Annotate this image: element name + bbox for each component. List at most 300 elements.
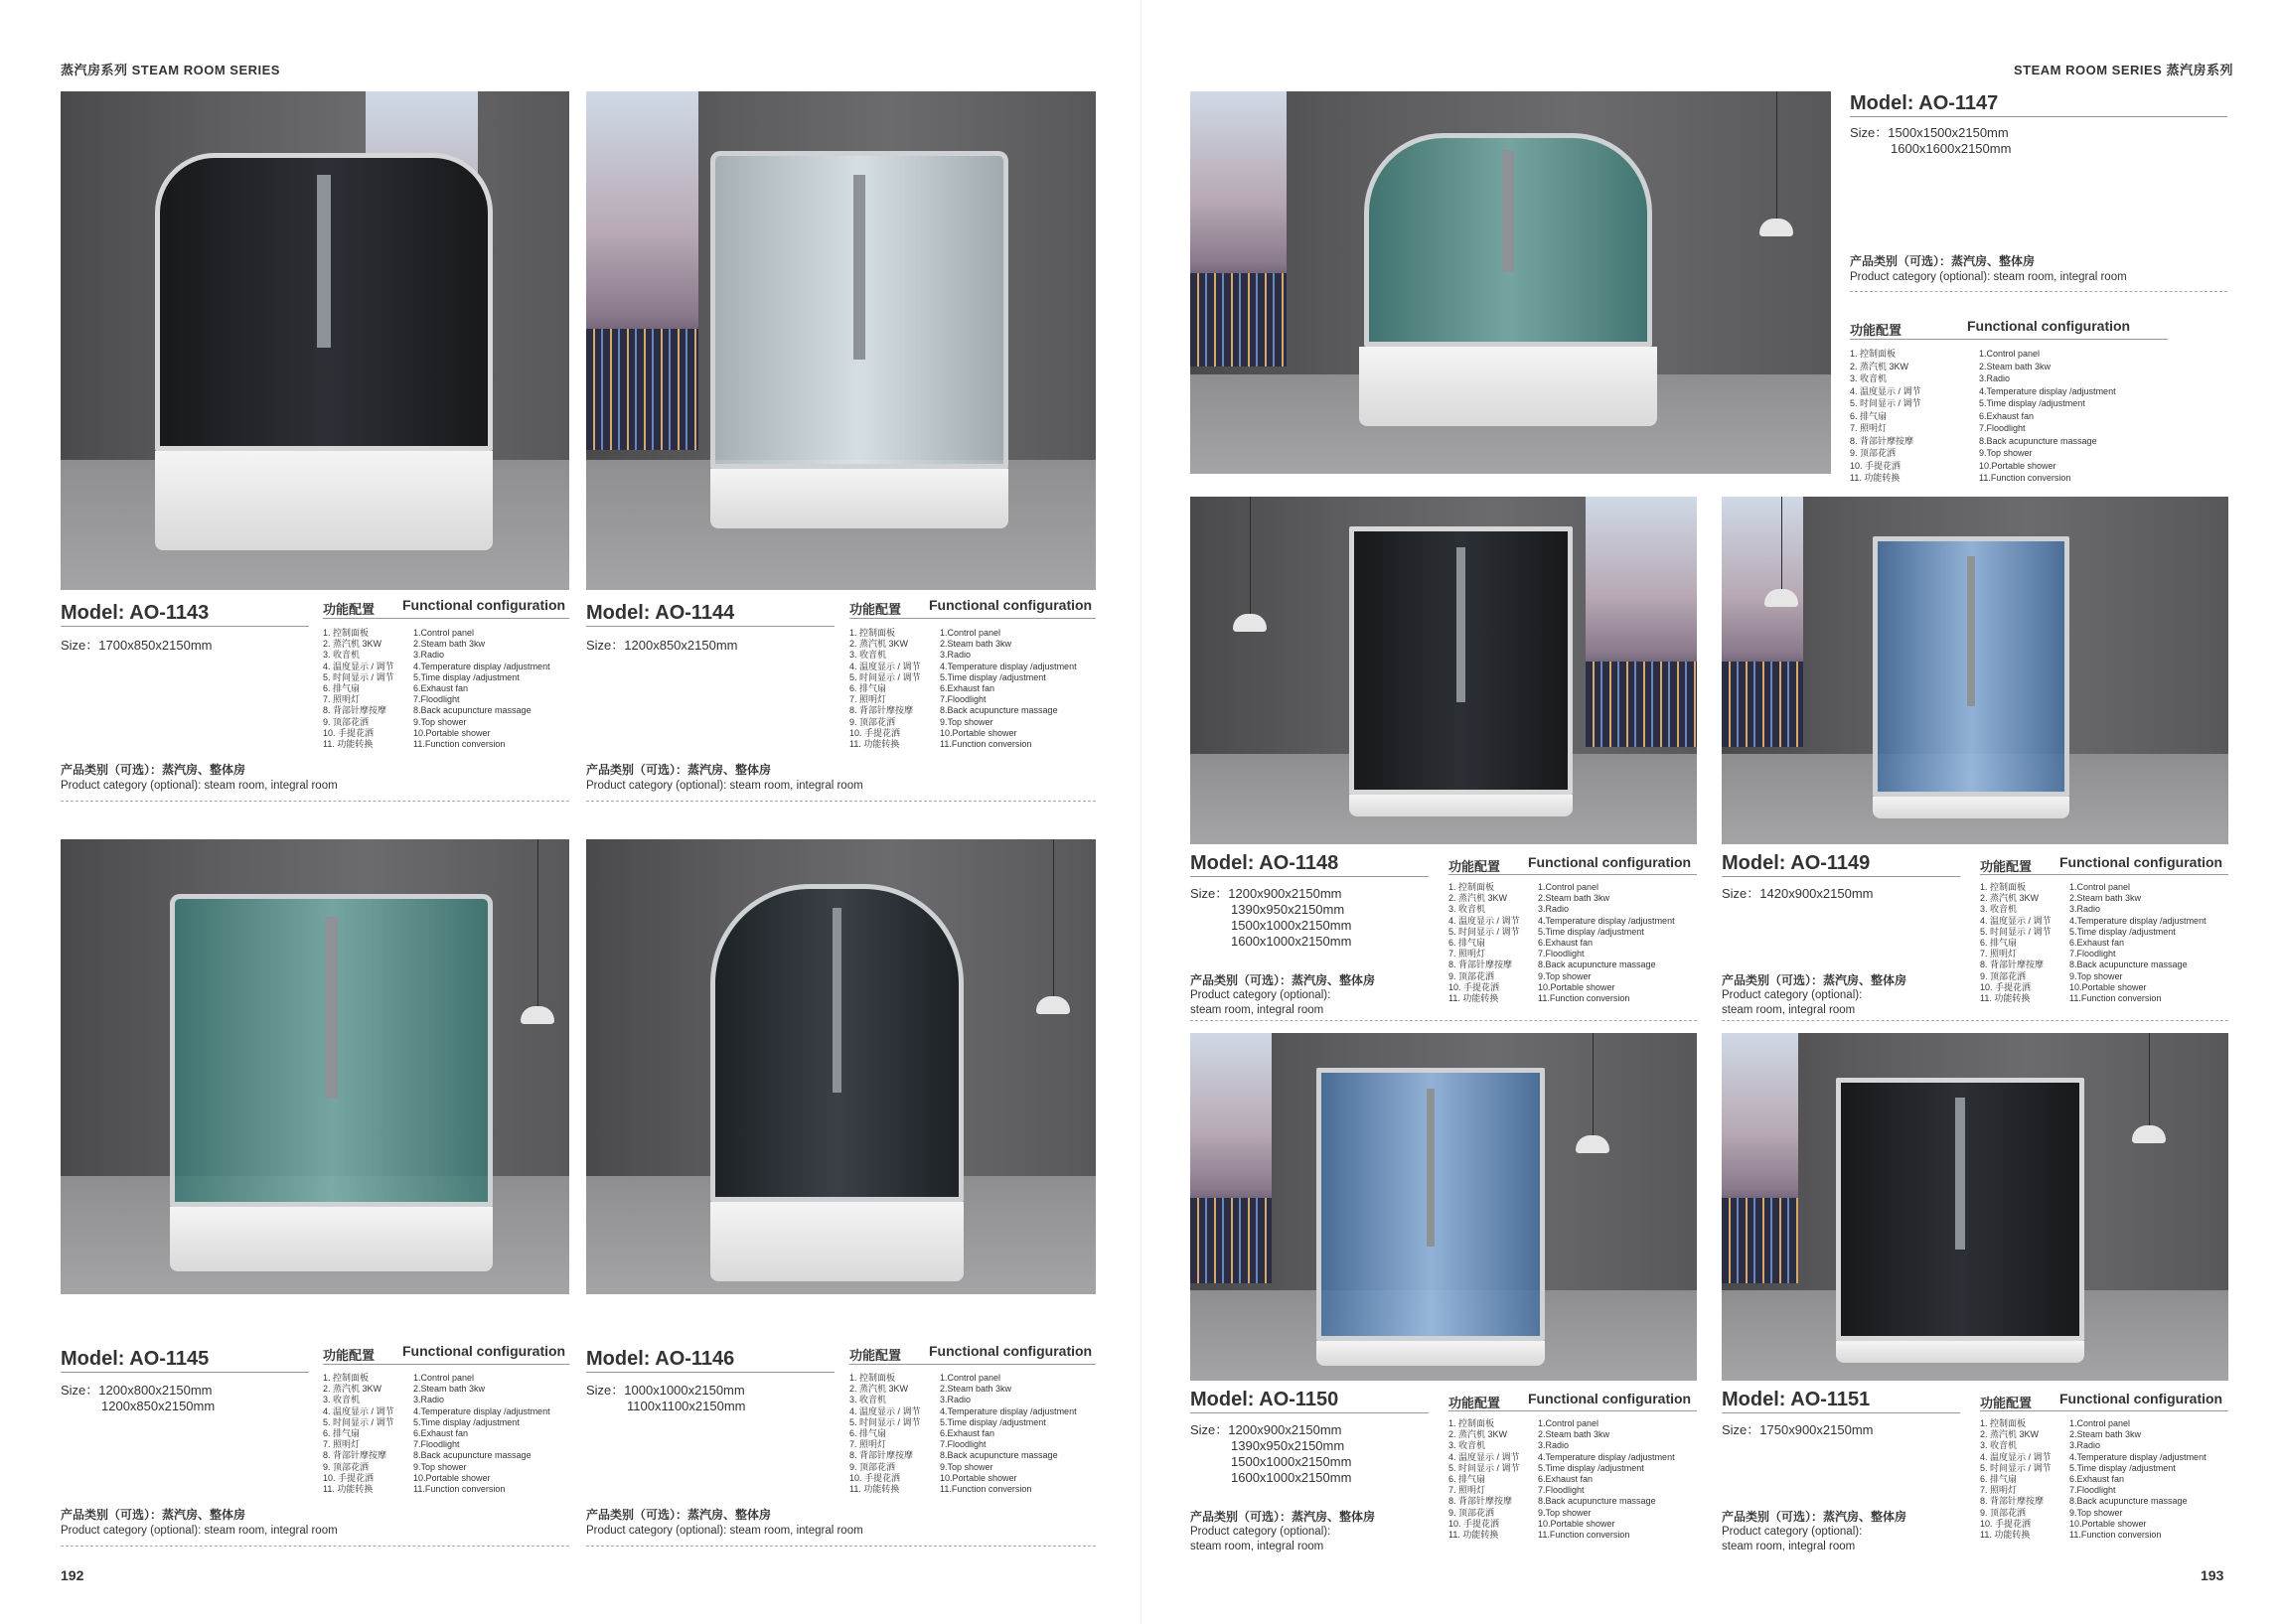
size-label: Size：: [1850, 125, 1889, 140]
category-cn: 产品类别（可选）：蒸汽房、整体房: [1850, 254, 2036, 268]
feature-cn: 8. 背部针摩按摩: [1850, 435, 1914, 446]
feature-en: 9.Top shower: [940, 1461, 993, 1472]
feature-en: 9.Top shower: [413, 716, 467, 727]
size-ao-1149: [1722, 886, 1874, 902]
category-cn: 产品类别（可选）：蒸汽房、整体房: [586, 1508, 772, 1522]
feature-en: 3.Radio: [1538, 904, 1570, 915]
feature-cn: 4. 温度显示 / 调节: [1448, 915, 1520, 926]
section-divider: [586, 1546, 1096, 1547]
feature-cn: 4. 温度显示 / 调节: [849, 1405, 921, 1416]
config-underline: [849, 618, 1096, 619]
feature-cn: 9. 顶部花洒: [1850, 448, 1897, 458]
size-ao-1147: [1850, 125, 2011, 157]
size-label: Size：: [1722, 1422, 1760, 1437]
photo-ao-1148: [1190, 497, 1697, 844]
photo-ao-1150: [1190, 1033, 1697, 1381]
header-left: 蒸汽房系列 STEAM ROOM SERIES: [61, 63, 280, 77]
feature-en: 1.Control panel: [413, 628, 475, 638]
feature-cn: 11. 功能转换: [1448, 993, 1499, 1004]
feature-cn: 3. 收音机: [323, 1395, 361, 1405]
feature-en: 4.Temperature display /adjustment: [940, 661, 1077, 671]
category-en-line: Product category (optional):: [1722, 989, 1863, 1001]
feature-cn: 3. 收音机: [1980, 904, 2018, 915]
feature-en: 1.Control panel: [1538, 1418, 1599, 1428]
model-underline: [586, 1372, 835, 1373]
feature-cn: 7. 照明灯: [1850, 423, 1888, 433]
feature-en: 2.Steam bath 3kw: [413, 1384, 486, 1395]
size-label: Size：: [1190, 886, 1229, 901]
config-underline: [849, 1364, 1096, 1365]
feature-cn: 5. 时间显示 / 调节: [323, 671, 394, 682]
feature-en: 8.Back acupuncture massage: [2069, 960, 2188, 970]
config-underline: [323, 618, 569, 619]
feature-en: 8.Back acupuncture massage: [940, 1450, 1058, 1461]
feature-cn: 7. 照明灯: [849, 1439, 887, 1450]
config-underline: [1448, 874, 1697, 875]
feature-cn: 1. 控制面板: [1448, 882, 1495, 892]
features-en-list: [2069, 882, 2206, 1004]
config-title-cn: 功能配置: [849, 1348, 902, 1363]
feature-en: 4.Temperature display /adjustment: [413, 1405, 550, 1416]
feature-en: 5.Time display /adjustment: [940, 671, 1046, 682]
feature-cn: 2. 蒸汽机 3KW: [1850, 361, 1909, 371]
feature-cn: 1. 控制面板: [1980, 882, 2027, 892]
feature-cn: 11. 功能转换: [323, 739, 374, 750]
feature-cn: 6. 排气扇: [1980, 1474, 2018, 1485]
section-divider: [1190, 1020, 1697, 1021]
header-right: STEAM ROOM SERIES 蒸汽房系列: [2014, 63, 2233, 77]
config-title-cn: 功能配置: [1980, 1396, 2033, 1410]
features-cn-list: [1980, 1418, 2052, 1541]
feature-cn: 9. 顶部花洒: [849, 1461, 896, 1472]
size-label: Size：: [61, 1383, 99, 1398]
feature-cn: 9. 顶部花洒: [323, 1461, 370, 1472]
size-label: Size：: [61, 638, 99, 653]
feature-cn: 11. 功能转换: [1980, 993, 2031, 1004]
model-underline: [61, 1372, 309, 1373]
feature-cn: 9. 顶部花洒: [1448, 1507, 1495, 1518]
feature-en: 3.Radio: [940, 1395, 972, 1405]
feature-cn: 1. 控制面板: [849, 1373, 896, 1383]
feature-cn: 7. 照明灯: [323, 1439, 361, 1450]
category-en: Product category (optional): steam room, integral room: [61, 1525, 338, 1537]
feature-cn: 2. 蒸汽机 3KW: [1448, 1429, 1508, 1440]
feature-cn: 11. 功能转换: [323, 1484, 374, 1495]
feature-en: 2.Steam bath 3kw: [2069, 893, 2142, 904]
size-value: 1200x850x2150mm: [624, 638, 738, 653]
section-divider: [586, 801, 1096, 802]
feature-en: 3.Radio: [1979, 373, 2011, 383]
size-ao-1143: [61, 638, 213, 654]
feature-cn: 7. 照明灯: [1448, 949, 1486, 960]
size-ao-1150: [1190, 1422, 1351, 1486]
config-underline: [1980, 1410, 2228, 1411]
category-cn: 产品类别（可选）：蒸汽房、整体房: [1722, 973, 1907, 987]
feature-cn: 5. 时间显示 / 调节: [849, 671, 921, 682]
feature-en: 1.Control panel: [1979, 349, 2041, 359]
size-value: 1600x1600x2150mm: [1891, 141, 2012, 156]
feature-en: 10.Portable shower: [940, 727, 1017, 738]
feature-cn: 5. 时间显示 / 调节: [1448, 1462, 1520, 1473]
feature-cn: 2. 蒸汽机 3KW: [323, 639, 382, 650]
feature-en: 9.Top shower: [2069, 970, 2123, 981]
feature-cn: 6. 排气扇: [1850, 410, 1888, 421]
feature-cn: 1. 控制面板: [323, 628, 370, 638]
category-en: Product category (optional): steam room, integral room: [586, 780, 863, 792]
feature-en: 2.Steam bath 3kw: [2069, 1429, 2142, 1440]
feature-en: 6.Exhaust fan: [1979, 410, 2035, 421]
feature-cn: 10. 手提花洒: [323, 1472, 375, 1483]
feature-en: 1.Control panel: [2069, 1418, 2131, 1428]
feature-en: 10.Portable shower: [940, 1472, 1017, 1483]
feature-en: 6.Exhaust fan: [413, 1428, 469, 1439]
feature-cn: 10. 手提花洒: [1980, 981, 2032, 992]
feature-en: 6.Exhaust fan: [940, 1428, 995, 1439]
model-underline: [61, 626, 309, 627]
feature-cn: 2. 蒸汽机 3KW: [849, 1384, 909, 1395]
feature-cn: 1. 控制面板: [1850, 349, 1897, 359]
feature-en: 6.Exhaust fan: [2069, 938, 2125, 949]
feature-cn: 3. 收音机: [849, 1395, 887, 1405]
feature-cn: 2. 蒸汽机 3KW: [323, 1384, 382, 1395]
category-en: Product category (optional): steam room, integral room: [61, 780, 338, 792]
size-value: 1390x950x2150mm: [1231, 902, 1345, 917]
config-underline: [1850, 339, 2168, 340]
size-value: 1500x1500x2150mm: [1888, 125, 2009, 140]
feature-en: 4.Temperature display /adjustment: [1979, 385, 2116, 396]
features-cn-list: [1448, 882, 1520, 1004]
size-ao-1148: [1190, 886, 1351, 950]
feature-en: 3.Radio: [413, 1395, 445, 1405]
feature-en: 5.Time display /adjustment: [2069, 926, 2176, 937]
section-divider: [1722, 1020, 2228, 1021]
category-en-line: Product category (optional):: [1722, 1526, 1863, 1538]
feature-cn: 7. 照明灯: [1980, 1485, 2018, 1496]
features-en-list: [2069, 1418, 2206, 1541]
feature-cn: 1. 控制面板: [1980, 1418, 2027, 1428]
category-en-line: Product category (optional):: [1190, 1526, 1331, 1538]
feature-en: 7.Floodlight: [413, 694, 460, 705]
category-en-line: steam room, integral room: [1722, 1004, 1856, 1016]
feature-en: 5.Time display /adjustment: [413, 1416, 520, 1427]
feature-cn: 3. 收音机: [849, 650, 887, 661]
feature-en: 11.Function conversion: [940, 1484, 1032, 1495]
size-value: 1700x850x2150mm: [98, 638, 213, 653]
feature-en: 2.Steam bath 3kw: [1979, 361, 2052, 371]
features-cn-list: [1850, 348, 1921, 485]
category-cn: 产品类别（可选）：蒸汽房、整体房: [1190, 1510, 1376, 1524]
feature-en: 11.Function conversion: [1538, 993, 1630, 1004]
model-ao-1145: Model: AO-1145: [61, 1348, 210, 1370]
feature-cn: 3. 收音机: [1980, 1440, 2018, 1451]
size-ao-1151: [1722, 1422, 1874, 1438]
feature-en: 8.Back acupuncture massage: [1538, 960, 1656, 970]
config-title-cn: 功能配置: [323, 602, 376, 617]
feature-cn: 4. 温度显示 / 调节: [849, 661, 921, 671]
size-ao-1145: [61, 1383, 215, 1414]
feature-en: 4.Temperature display /adjustment: [1538, 1451, 1675, 1462]
config-underline: [1448, 1410, 1697, 1411]
size-label: Size：: [586, 638, 625, 653]
features-cn-list: [323, 628, 394, 750]
feature-cn: 3. 收音机: [1850, 373, 1888, 383]
feature-en: 5.Time display /adjustment: [1979, 398, 2085, 408]
feature-cn: 6. 排气扇: [323, 683, 361, 694]
features-cn-list: [849, 628, 921, 750]
feature-en: 7.Floodlight: [2069, 1485, 2116, 1496]
features-en-list: [940, 1373, 1077, 1495]
feature-en: 6.Exhaust fan: [1538, 1474, 1594, 1485]
feature-en: 5.Time display /adjustment: [2069, 1462, 2176, 1473]
feature-cn: 6. 排气扇: [849, 1428, 887, 1439]
feature-cn: 7. 照明灯: [1980, 949, 2018, 960]
category-cn: 产品类别（可选）：蒸汽房、整体房: [1722, 1510, 1907, 1524]
feature-en: 9.Top shower: [1979, 448, 2033, 458]
feature-cn: 8. 背部针摩按摩: [323, 1450, 387, 1461]
feature-cn: 4. 温度显示 / 调节: [1980, 915, 2052, 926]
feature-en: 9.Top shower: [940, 716, 993, 727]
category-en: [1722, 988, 1862, 1018]
feature-en: 2.Steam bath 3kw: [413, 639, 486, 650]
feature-en: 9.Top shower: [2069, 1507, 2123, 1518]
feature-en: 6.Exhaust fan: [940, 683, 995, 694]
category-cn: 产品类别（可选）：蒸汽房、整体房: [61, 763, 246, 777]
feature-cn: 9. 顶部花洒: [1980, 970, 2027, 981]
feature-cn: 1. 控制面板: [323, 1373, 370, 1383]
size-value: 1100x1100x2150mm: [627, 1399, 746, 1413]
feature-en: 4.Temperature display /adjustment: [940, 1405, 1077, 1416]
features-cn-list: [323, 1373, 394, 1495]
feature-cn: 1. 控制面板: [1448, 1418, 1495, 1428]
photo-ao-1143: [61, 91, 569, 590]
feature-en: 11.Function conversion: [1538, 1530, 1630, 1541]
feature-en: 4.Temperature display /adjustment: [413, 661, 550, 671]
category-en-line: steam room, integral room: [1190, 1004, 1324, 1016]
size-label: Size：: [586, 1383, 625, 1398]
feature-en: 6.Exhaust fan: [2069, 1474, 2125, 1485]
feature-cn: 3. 收音机: [323, 650, 361, 661]
feature-en: 8.Back acupuncture massage: [413, 1450, 532, 1461]
feature-en: 1.Control panel: [413, 1373, 475, 1383]
feature-cn: 2. 蒸汽机 3KW: [1980, 893, 2040, 904]
feature-cn: 10. 手提花洒: [1448, 981, 1500, 992]
feature-cn: 11. 功能转换: [1980, 1530, 2031, 1541]
size-value: 1200x900x2150mm: [1228, 1422, 1342, 1437]
config-title-en: Functional configuration: [1528, 1391, 1692, 1406]
feature-en: 5.Time display /adjustment: [1538, 926, 1644, 937]
feature-cn: 8. 背部针摩按摩: [1980, 960, 2045, 970]
feature-cn: 2. 蒸汽机 3KW: [849, 639, 909, 650]
config-title-en: Functional configuration: [929, 597, 1093, 613]
feature-cn: 2. 蒸汽机 3KW: [1980, 1429, 2040, 1440]
photo-ao-1144: [586, 91, 1096, 590]
config-title-en: Functional configuration: [402, 597, 566, 613]
feature-en: 2.Steam bath 3kw: [1538, 893, 1610, 904]
config-title-en: Functional configuration: [929, 1343, 1093, 1359]
feature-cn: 5. 时间显示 / 调节: [1980, 1462, 2052, 1473]
model-underline: [1722, 1412, 1960, 1413]
size-value: 1600x1000x2150mm: [1231, 1470, 1352, 1485]
size-value: 1500x1000x2150mm: [1231, 918, 1352, 933]
size-label: Size：: [1722, 886, 1760, 901]
feature-en: 7.Floodlight: [940, 694, 987, 705]
feature-cn: 1. 控制面板: [849, 628, 896, 638]
feature-en: 10.Portable shower: [413, 1472, 491, 1483]
feature-en: 1.Control panel: [940, 1373, 1001, 1383]
feature-cn: 5. 时间显示 / 调节: [1850, 398, 1921, 408]
category-cn: 产品类别（可选）：蒸汽房、整体房: [61, 1508, 246, 1522]
model-underline: [1722, 876, 1960, 877]
model-ao-1146: Model: AO-1146: [586, 1348, 735, 1370]
feature-en: 3.Radio: [413, 650, 445, 661]
features-en-list: [413, 628, 550, 750]
size-ao-1146: [586, 1383, 746, 1414]
category-cn: 产品类别（可选）：蒸汽房、整体房: [1190, 973, 1376, 987]
feature-en: 2.Steam bath 3kw: [940, 639, 1012, 650]
feature-cn: 5. 时间显示 / 调节: [1980, 926, 2052, 937]
model-ao-1143: Model: AO-1143: [61, 602, 210, 624]
feature-cn: 10. 手提花洒: [1850, 460, 1902, 471]
feature-cn: 9. 顶部花洒: [323, 716, 370, 727]
feature-cn: 6. 排气扇: [1980, 938, 2018, 949]
feature-cn: 10. 手提花洒: [1448, 1518, 1500, 1529]
model-ao-1151: Model: AO-1151: [1722, 1389, 1871, 1410]
feature-en: 4.Temperature display /adjustment: [1538, 915, 1675, 926]
size-value: 1600x1000x2150mm: [1231, 934, 1352, 949]
feature-en: 5.Time display /adjustment: [940, 1416, 1046, 1427]
feature-cn: 10. 手提花洒: [323, 727, 375, 738]
category-en: Product category (optional): steam room, integral room: [1850, 271, 2127, 283]
photo-ao-1151: [1722, 1033, 2228, 1381]
feature-en: 1.Control panel: [940, 628, 1001, 638]
feature-cn: 11. 功能转换: [1850, 473, 1901, 483]
size-value: 1500x1000x2150mm: [1231, 1454, 1352, 1469]
features-cn-list: [849, 1373, 921, 1495]
category-en-line: Product category (optional):: [1190, 989, 1331, 1001]
config-underline: [1980, 874, 2228, 875]
size-ao-1144: [586, 638, 738, 654]
feature-cn: 5. 时间显示 / 调节: [849, 1416, 921, 1427]
feature-cn: 10. 手提花洒: [849, 1472, 901, 1483]
feature-en: 7.Floodlight: [413, 1439, 460, 1450]
model-underline: [586, 626, 835, 627]
feature-en: 9.Top shower: [1538, 1507, 1592, 1518]
feature-cn: 10. 手提花洒: [849, 727, 901, 738]
feature-cn: 4. 温度显示 / 调节: [1850, 385, 1921, 396]
feature-en: 10.Portable shower: [2069, 981, 2147, 992]
feature-cn: 8. 背部针摩按摩: [1448, 960, 1513, 970]
model-ao-1144: Model: AO-1144: [586, 602, 735, 624]
photo-ao-1147: [1190, 91, 1831, 474]
feature-cn: 4. 温度显示 / 调节: [323, 661, 394, 671]
photo-ao-1149: [1722, 497, 2228, 844]
category-en-line: steam room, integral room: [1190, 1541, 1324, 1552]
config-title-cn: 功能配置: [849, 602, 902, 617]
feature-en: 8.Back acupuncture massage: [2069, 1496, 2188, 1507]
page-number-left: 192: [61, 1567, 84, 1583]
feature-en: 5.Time display /adjustment: [1538, 1462, 1644, 1473]
feature-en: 4.Temperature display /adjustment: [2069, 1451, 2206, 1462]
feature-cn: 10. 手提花洒: [1980, 1518, 2032, 1529]
feature-en: 3.Radio: [2069, 1440, 2101, 1451]
feature-cn: 6. 排气扇: [1448, 938, 1486, 949]
feature-en: 3.Radio: [2069, 904, 2101, 915]
feature-en: 2.Steam bath 3kw: [1538, 1429, 1610, 1440]
feature-en: 3.Radio: [940, 650, 972, 661]
size-value: 1200x900x2150mm: [1228, 886, 1342, 901]
size-label: Size：: [1190, 1422, 1229, 1437]
config-title-cn: 功能配置: [323, 1348, 376, 1363]
model-underline: [1850, 116, 2227, 117]
feature-en: 10.Portable shower: [1979, 460, 2056, 471]
model-underline: [1190, 1412, 1429, 1413]
category-en: [1722, 1525, 1862, 1554]
feature-cn: 3. 收音机: [1448, 1440, 1486, 1451]
feature-cn: 8. 背部针摩按摩: [1980, 1496, 2045, 1507]
feature-cn: 4. 温度显示 / 调节: [323, 1405, 394, 1416]
config-title-en: Functional configuration: [2059, 1391, 2223, 1406]
size-value: 1420x900x2150mm: [1759, 886, 1874, 901]
section-divider: [61, 801, 569, 802]
config-underline: [323, 1364, 569, 1365]
config-title-en: Functional configuration: [2059, 854, 2223, 870]
feature-en: 8.Back acupuncture massage: [1538, 1496, 1656, 1507]
feature-en: 7.Floodlight: [1538, 949, 1585, 960]
feature-cn: 11. 功能转换: [849, 739, 900, 750]
feature-cn: 7. 照明灯: [1448, 1485, 1486, 1496]
config-title-en: Functional configuration: [1967, 318, 2131, 334]
features-en-list: [940, 628, 1077, 750]
config-title-cn: 功能配置: [1850, 323, 1902, 338]
section-divider: [1850, 291, 2227, 292]
feature-en: 3.Radio: [1538, 1440, 1570, 1451]
feature-en: 6.Exhaust fan: [1538, 938, 1594, 949]
feature-en: 9.Top shower: [1538, 970, 1592, 981]
feature-en: 10.Portable shower: [2069, 1518, 2147, 1529]
feature-cn: 4. 温度显示 / 调节: [1980, 1451, 2052, 1462]
size-value: 1390x950x2150mm: [1231, 1438, 1345, 1453]
feature-cn: 5. 时间显示 / 调节: [1448, 926, 1520, 937]
feature-cn: 11. 功能转换: [849, 1484, 900, 1495]
feature-cn: 5. 时间显示 / 调节: [323, 1416, 394, 1427]
feature-cn: 6. 排气扇: [849, 683, 887, 694]
feature-cn: 6. 排气扇: [1448, 1474, 1486, 1485]
feature-en: 11.Function conversion: [413, 1484, 506, 1495]
model-ao-1148: Model: AO-1148: [1190, 852, 1339, 874]
feature-en: 8.Back acupuncture massage: [1979, 435, 2097, 446]
feature-en: 6.Exhaust fan: [413, 683, 469, 694]
model-ao-1147: Model: AO-1147: [1850, 92, 1999, 114]
feature-cn: 7. 照明灯: [323, 694, 361, 705]
feature-en: 10.Portable shower: [1538, 981, 1615, 992]
features-en-list: [413, 1373, 550, 1495]
feature-cn: 9. 顶部花洒: [849, 716, 896, 727]
features-cn-list: [1980, 882, 2052, 1004]
feature-en: 9.Top shower: [413, 1461, 467, 1472]
feature-cn: 8. 背部针摩按摩: [323, 705, 387, 716]
feature-cn: 6. 排气扇: [323, 1428, 361, 1439]
photo-ao-1145: [61, 839, 569, 1294]
config-title-cn: 功能配置: [1448, 859, 1501, 874]
feature-en: 8.Back acupuncture massage: [940, 705, 1058, 716]
model-underline: [1190, 876, 1429, 877]
feature-en: 11.Function conversion: [1979, 473, 2071, 483]
feature-en: 1.Control panel: [2069, 882, 2131, 892]
feature-cn: 3. 收音机: [1448, 904, 1486, 915]
feature-en: 11.Function conversion: [2069, 993, 2162, 1004]
feature-cn: 11. 功能转换: [1448, 1530, 1499, 1541]
feature-en: 11.Function conversion: [413, 739, 506, 750]
